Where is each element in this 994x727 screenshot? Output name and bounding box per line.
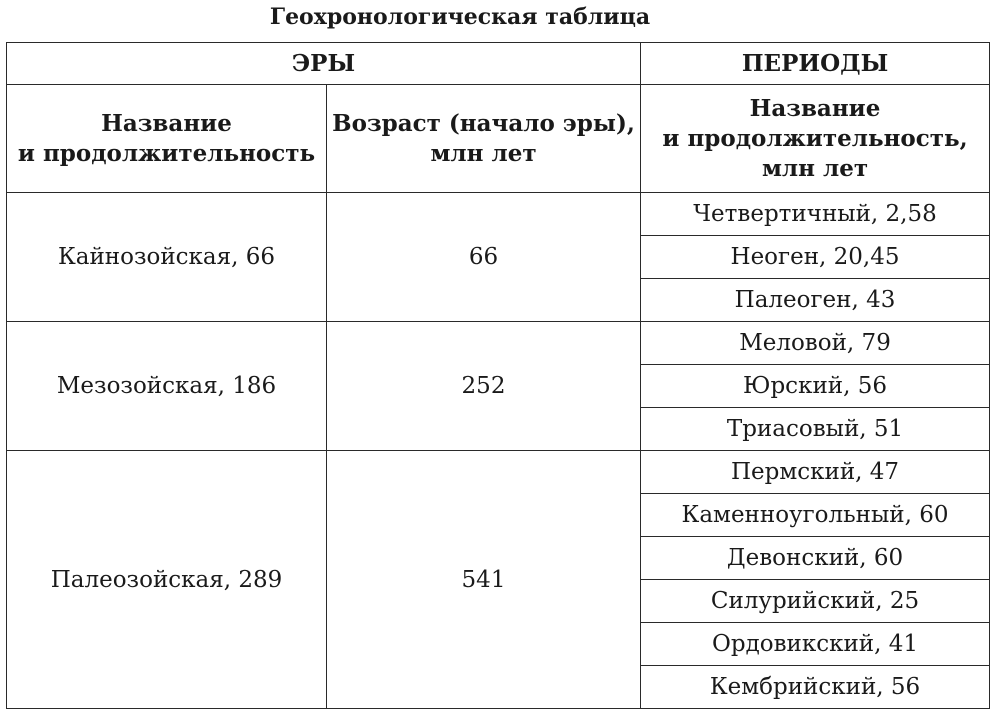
era-age-paleozoic: 541 — [327, 451, 641, 709]
era-name-cenozoic: Кайнозойская, 66 — [7, 193, 327, 322]
period-cell: Ордовикский, 41 — [641, 623, 990, 666]
era-name-header — [7, 85, 327, 193]
period-cell: Меловой, 79 — [641, 322, 990, 365]
geochronological-table — [6, 42, 990, 709]
period-cell: Палеоген, 43 — [641, 279, 990, 322]
era-name-header-line1: Название — [101, 109, 232, 137]
period-cell: Каменноугольный, 60 — [641, 494, 990, 537]
header-row-top — [7, 43, 990, 85]
period-cell: Силурийский, 25 — [641, 580, 990, 623]
period-header — [641, 85, 990, 193]
period-cell: Пермский, 47 — [641, 451, 990, 494]
header-row-sub — [7, 85, 990, 193]
eras-header: ЭРЫ — [7, 43, 641, 85]
period-cell: Триасовый, 51 — [641, 408, 990, 451]
period-header-line3: млн лет — [761, 154, 869, 182]
table-title: Геохронологическая таблица — [269, 4, 651, 30]
table-row — [7, 193, 990, 236]
era-name-mesozoic: Мезозойская, 186 — [7, 322, 327, 451]
table-row — [7, 322, 990, 365]
era-age-mesozoic: 252 — [327, 322, 641, 451]
period-cell: Неоген, 20,45 — [641, 236, 990, 279]
table-row — [7, 451, 990, 494]
period-cell: Юрский, 56 — [641, 365, 990, 408]
era-age-header-line2: млн лет — [430, 139, 537, 167]
period-cell: Девонский, 60 — [641, 537, 990, 580]
period-cell: Кембрийский, 56 — [641, 666, 990, 709]
era-age-cenozoic: 66 — [327, 193, 641, 322]
period-header-line2: и продолжительность, — [662, 124, 968, 152]
period-cell: Четвертичный, 2,58 — [641, 193, 990, 236]
period-header-line1: Название — [749, 94, 881, 122]
era-age-header-line1: Возраст (начало эры), — [332, 109, 635, 137]
era-name-paleozoic: Палеозойская, 289 — [7, 451, 327, 709]
periods-header: ПЕРИОДЫ — [641, 43, 990, 85]
era-age-header — [327, 85, 641, 193]
era-name-header-line2: и продолжительность — [17, 139, 316, 167]
